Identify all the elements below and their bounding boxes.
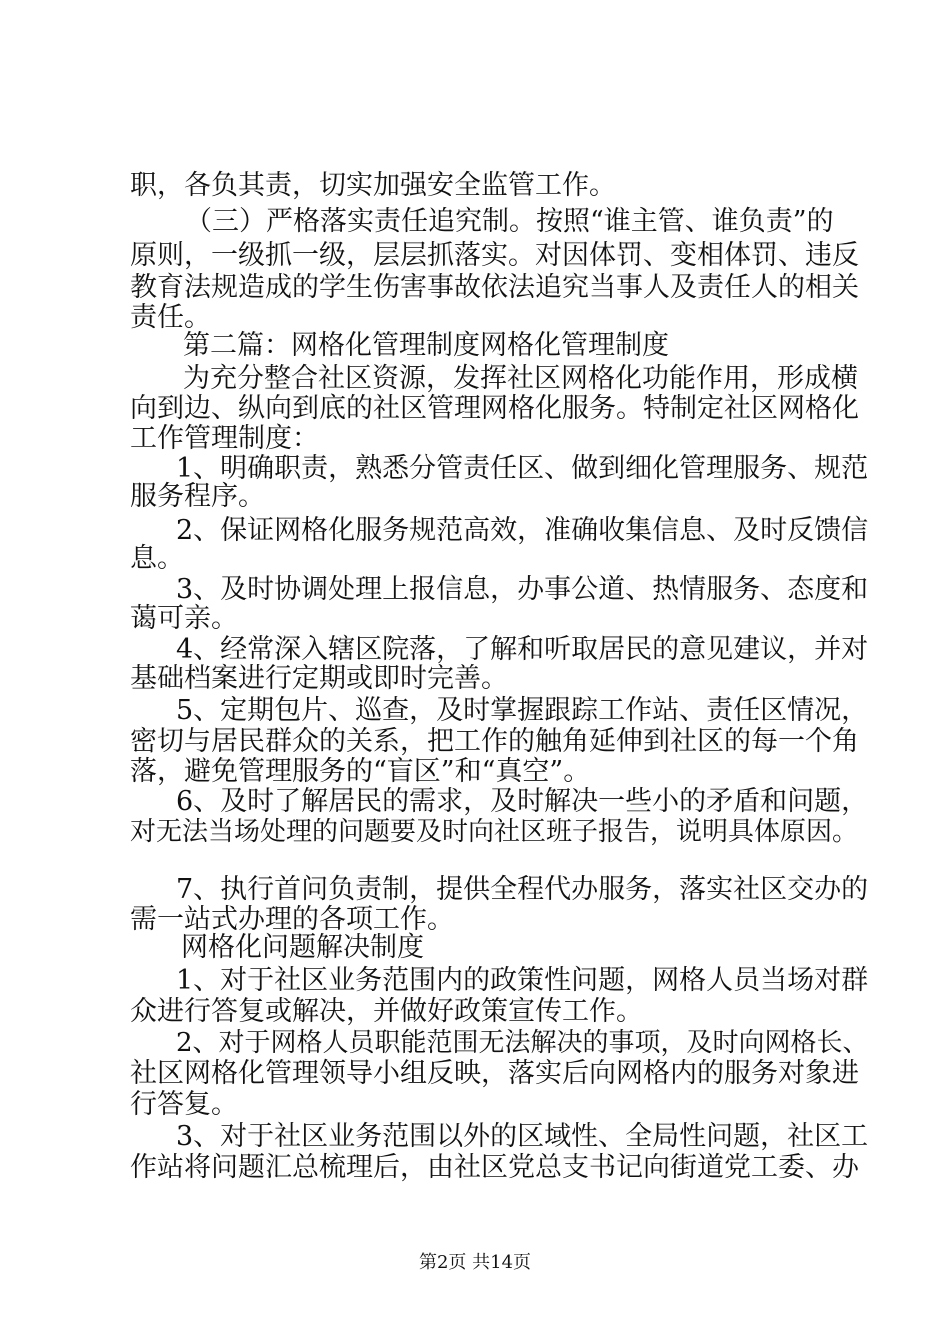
page-number: 第2页 共14页 bbox=[418, 1252, 532, 1273]
text-line: 众进行答复或解决，并做好政策宣传工作。 bbox=[130, 996, 643, 1027]
list-item: 3、对于社区业务范围以外的区域性、全局性问题，社区工 bbox=[176, 1121, 869, 1152]
list-item: 5、定期包片、巡查，及时掌握跟踪工作站、责任区情况， bbox=[176, 695, 869, 726]
text-line: 为充分整合社区资源，发挥社区网格化功能作用，形成横 bbox=[183, 363, 858, 394]
text-line: 责任。 bbox=[130, 302, 211, 333]
list-item: 1、明确职责，熟悉分管责任区、做到细化管理服务、规范 bbox=[176, 453, 869, 484]
list-item: 2、对于网格人员职能范围无法解决的事项，及时向网格长、 bbox=[176, 1028, 869, 1058]
list-item: 3、及时协调处理上报信息，办事公道、热情服务、态度和 bbox=[176, 574, 869, 605]
list-item: 1、对于社区业务范围内的政策性问题，网格人员当场对群 bbox=[176, 965, 869, 996]
text-line: 落，避免管理服务的“盲区”和“真空”。 bbox=[130, 756, 591, 787]
text-line: 对无法当场处理的问题要及时向社区班子报告，说明具体原因。 bbox=[130, 817, 859, 847]
text-line: 向到边、纵向到底的社区管理网格化服务。特制定社区网格化 bbox=[130, 393, 859, 424]
list-item: 4、经常深入辖区院落，了解和听取居民的意见建议，并对 bbox=[176, 634, 869, 665]
list-item: 2、保证网格化服务规范高效，准确收集信息、及时反馈信 bbox=[176, 515, 869, 546]
text-line: 工作管理制度： bbox=[130, 423, 319, 454]
text-line: 教育法规造成的学生伤害事故依法追究当事人及责任人的相关 bbox=[130, 272, 859, 303]
text-line: 基础档案进行定期或即时完善。 bbox=[130, 663, 508, 694]
text-line: 行答复。 bbox=[130, 1089, 238, 1120]
list-item: 7、执行首问负责制，提供全程代办服务，落实社区交办的 bbox=[176, 874, 869, 905]
list-item: 6、及时了解居民的需求，及时解决一些小的矛盾和问题， bbox=[176, 786, 869, 817]
text-line: 密切与居民群众的关系，把工作的触角延伸到社区的每一个角 bbox=[130, 726, 859, 757]
text-line: 服务程序。 bbox=[130, 481, 265, 512]
section-heading: 网格化问题解决制度 bbox=[181, 932, 424, 963]
text-line: 社区网格化管理领导小组反映，落实后向网格内的服务对象进 bbox=[130, 1058, 859, 1089]
text-line: 原则，一级抓一级，层层抓落实。对因体罚、变相体罚、违反 bbox=[130, 240, 859, 271]
text-line: 职，各负其责，切实加强安全监管工作。 bbox=[130, 170, 616, 201]
text-line: （三）严格落实责任追究制。按照“谁主管、谁负责”的 bbox=[185, 206, 834, 237]
text-line: 息。 bbox=[130, 543, 184, 574]
text-line: 作站将问题汇总梳理后，由社区党总支书记向街道党工委、办 bbox=[130, 1152, 859, 1183]
text-line: 需一站式办理的各项工作。 bbox=[130, 904, 454, 935]
section-heading: 第二篇：网格化管理制度网格化管理制度 bbox=[183, 330, 669, 361]
text-line: 蔼可亲。 bbox=[130, 603, 238, 634]
